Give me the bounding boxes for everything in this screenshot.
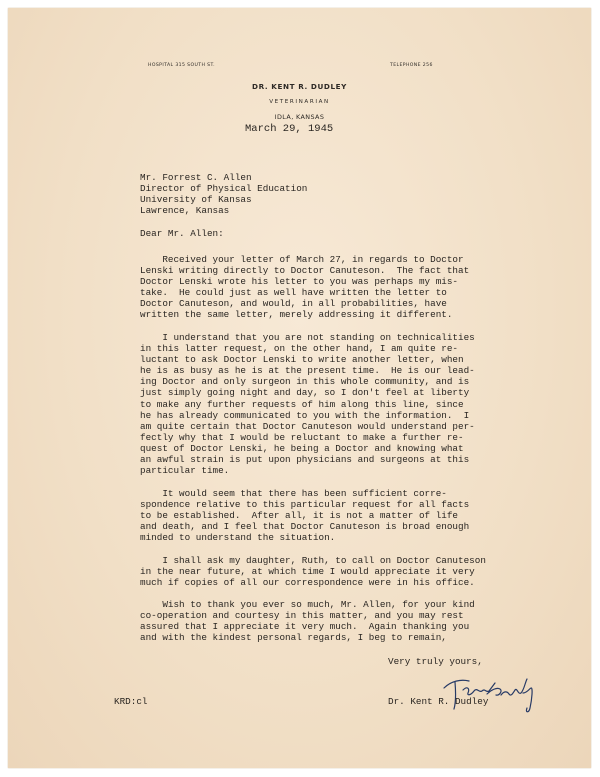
text-line: just simply going night and day, so I don't feel at liberty	[140, 387, 470, 399]
paragraph-5	[140, 599, 475, 643]
letterhead-name: DR. KENT R. DUDLEY	[252, 82, 347, 91]
text-line: spondence relative to this particular request for all facts	[140, 499, 470, 511]
text-line: am quite certain that Doctor Canuteson would understand per-	[140, 420, 475, 432]
text-line: in this latter request, on the other hand, I am quite re-	[140, 343, 459, 355]
text-line: and with the kindest personal regards, I beg to remain,	[140, 632, 447, 644]
letterhead-city: IDLA, KANSAS	[274, 113, 325, 121]
text-line: and death, and I feel that Doctor Canuteson is broad enough	[140, 521, 470, 533]
recipient-address	[140, 172, 307, 216]
text-line: co-operation and courtesy in this matter, and you may rest	[140, 610, 464, 622]
text-line: Received your letter of March 27, in regards to Doctor	[140, 254, 464, 265]
text-line: fectly why that I would be reluctant to make a further re-	[140, 431, 464, 443]
text-line: to make any further requests of him along this line, since	[140, 398, 464, 410]
paragraph-3	[140, 488, 469, 543]
text-line: much if copies of all our correspondence were in his office.	[140, 577, 475, 589]
text-line: luctant to ask Doctor Lenski to write another letter, when	[140, 354, 464, 366]
letterhead-profession: VETERINARIAN	[269, 99, 330, 105]
recipient-line: Lawrence, Kansas	[140, 205, 230, 217]
text-line: in the near future, at which time I would appreciate it very	[140, 566, 475, 578]
text-line: Lenski writing directly to Doctor Canuteson. The fact that	[140, 265, 470, 277]
text-line: to be established. After all, it is not a matter of life	[140, 510, 459, 522]
text-line: I understand that you are not standing on technicalities	[140, 332, 475, 343]
text-line: he is as busy as he is at the present time. He is our lead-	[140, 365, 475, 377]
handwritten-signature	[441, 669, 541, 717]
paragraph-4	[140, 555, 486, 588]
recipient-line: University of Kansas	[140, 194, 252, 206]
closing: Very truly yours,	[388, 656, 483, 667]
text-line: assured that I appreciate it very much. Again thanking you	[140, 621, 470, 633]
text-line: I shall ask my daughter, Ruth, to call on Doctor Canuteson	[140, 555, 486, 566]
text-line: Doctor Canuteson, and would, in all probabilities, have	[140, 298, 447, 310]
paragraph-1	[140, 254, 469, 321]
text-line: Doctor Lenski wrote his letter to you was perhaps my mis-	[140, 276, 459, 288]
text-line: ing Doctor and only surgeon in this whole community, and is	[140, 376, 470, 388]
text-line: take. He could just as well have written the letter to	[140, 287, 447, 299]
text-line: written the same letter, merely addressing it different.	[140, 309, 453, 321]
letter-page	[8, 8, 591, 768]
recipient-line: Mr. Forrest C. Allen	[140, 172, 252, 183]
text-line: an awful strain is put upon physicians and surgeons at this	[140, 454, 470, 466]
text-line: particular time.	[140, 465, 230, 477]
recipient-line: Director of Physical Education	[140, 183, 308, 195]
letter-date: March 29, 1945	[245, 123, 334, 135]
text-line: It would seem that there has been sufficient corre-	[140, 488, 447, 499]
paragraph-2	[140, 332, 475, 476]
text-line: he has already communicated to you with the information. I	[140, 409, 470, 421]
letterhead-address: HOSPITAL 315 SOUTH ST.	[148, 63, 216, 68]
signer-name: Dr. Kent R. Dudley	[388, 696, 489, 707]
text-line: Wish to thank you ever so much, Mr. Allen, for your kind	[140, 599, 475, 610]
text-line: quest of Doctor Lenski, he being a Doctor and knowing what	[140, 442, 464, 454]
letterhead-telephone: TELEPHONE 256	[390, 63, 433, 68]
salutation: Dear Mr. Allen:	[140, 228, 224, 239]
typist-initials: KRD:cl	[114, 696, 148, 707]
text-line: minded to understand the situation.	[140, 532, 336, 544]
